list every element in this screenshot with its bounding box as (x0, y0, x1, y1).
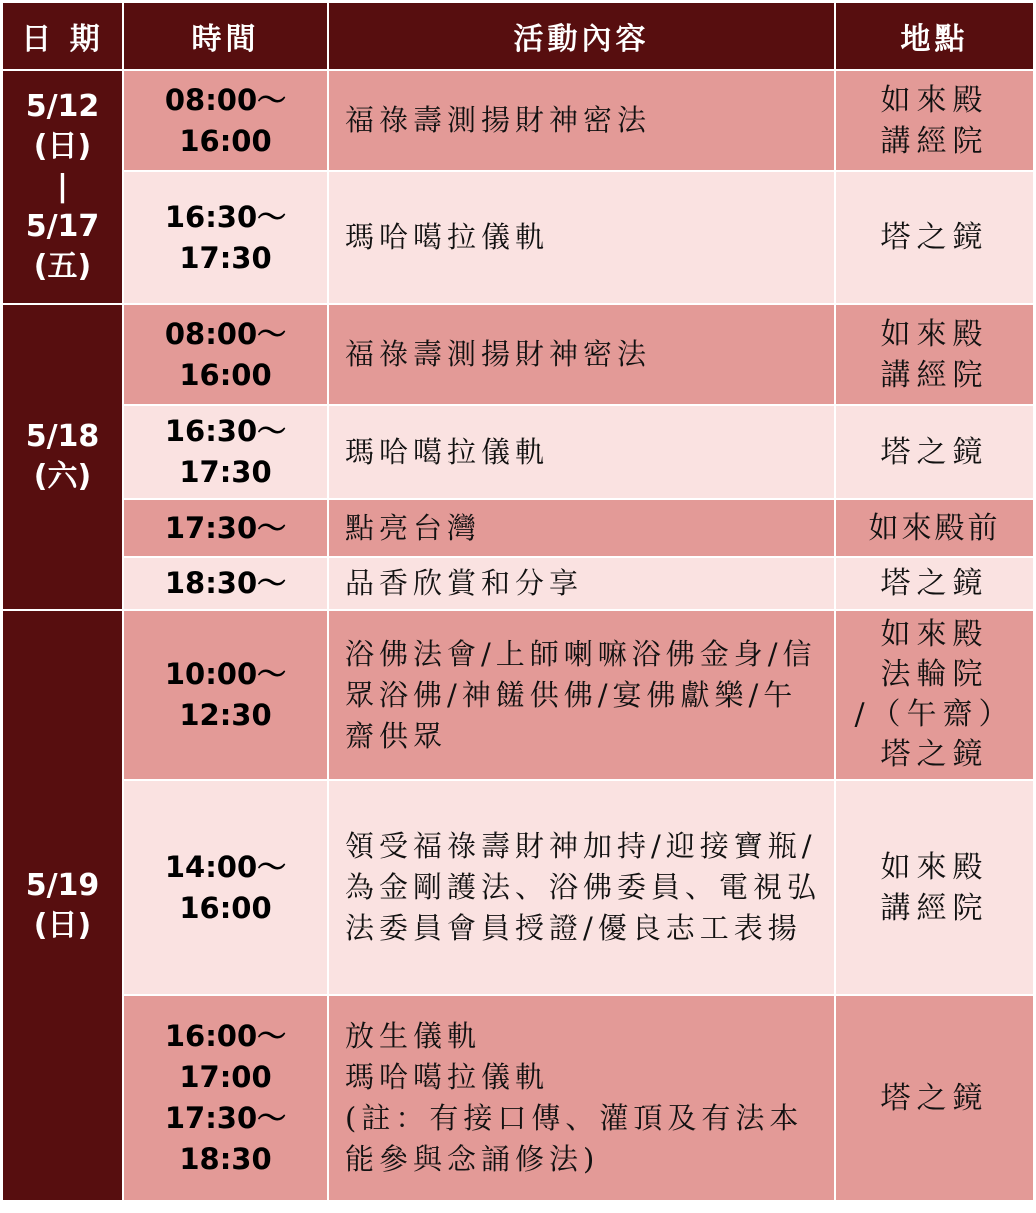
schedule-table (3, 3, 1033, 1210)
time-cell: 10:00～12:30 (124, 611, 327, 779)
location-cell: 塔之鏡 (836, 172, 1033, 303)
date-cell-may-12-17: 5/12 (日) | 5/17 (五) (3, 71, 122, 303)
location-cell: 塔之鏡 (836, 406, 1033, 498)
time-cell: 16:00～17:00 17:30～18:30 (124, 996, 327, 1200)
activity-cell: 點亮台灣 (329, 500, 834, 556)
time-cell: 17:30～ (124, 500, 327, 556)
header-date: 日 期 (3, 3, 122, 69)
location-cell: 塔之鏡 (836, 558, 1033, 609)
location-cell: 如來殿前 (836, 500, 1033, 556)
date-cell-may-18: 5/18 (六) (3, 305, 122, 609)
location-cell: 如來殿 講經院 (836, 305, 1033, 404)
header-time: 時間 (124, 3, 327, 69)
activity-cell: 放生儀軌 瑪哈噶拉儀軌 (註：有接口傳、灌頂及有法本能參與念誦修法) (329, 996, 834, 1200)
activity-cell: 浴佛法會/上師喇嘛浴佛金身/信眾浴佛/神饈供佛/宴佛獻樂/午齋供眾 (329, 611, 834, 779)
location-cell: 如來殿 講經院 (836, 781, 1033, 994)
time-cell: 14:00～16:00 (124, 781, 327, 994)
time-cell: 16:30～17:30 (124, 406, 327, 498)
time-cell: 18:30～ (124, 558, 327, 609)
time-cell: 08:00～16:00 (124, 305, 327, 404)
activity-cell: 福祿壽測揚財神密法 (329, 71, 834, 170)
date-cell-may-19: 5/19 (日) (3, 611, 122, 1200)
header-activity: 活動內容 (329, 3, 834, 69)
time-cell: 08:00～ 16:00 (124, 71, 327, 170)
location-cell: 塔之鏡 (836, 996, 1033, 1200)
activity-cell: 福祿壽測揚財神密法 (329, 305, 834, 404)
header-location: 地點 (836, 3, 1033, 69)
activity-cell: 瑪哈噶拉儀軌 (329, 406, 834, 498)
location-cell: 如來殿 講經院 (836, 71, 1033, 170)
activity-cell: 瑪哈噶拉儀軌 (329, 172, 834, 303)
activity-cell: 品香欣賞和分享 (329, 558, 834, 609)
location-cell: 如來殿 法輪院 /（午齋） 塔之鏡 (836, 611, 1033, 779)
activity-cell: 領受福祿壽財神加持/迎接寶瓶/為金剛護法、浴佛委員、電視弘法委員會員授證/優良志工表揚 (329, 781, 834, 994)
time-cell: 16:30～ 17:30 (124, 172, 327, 303)
